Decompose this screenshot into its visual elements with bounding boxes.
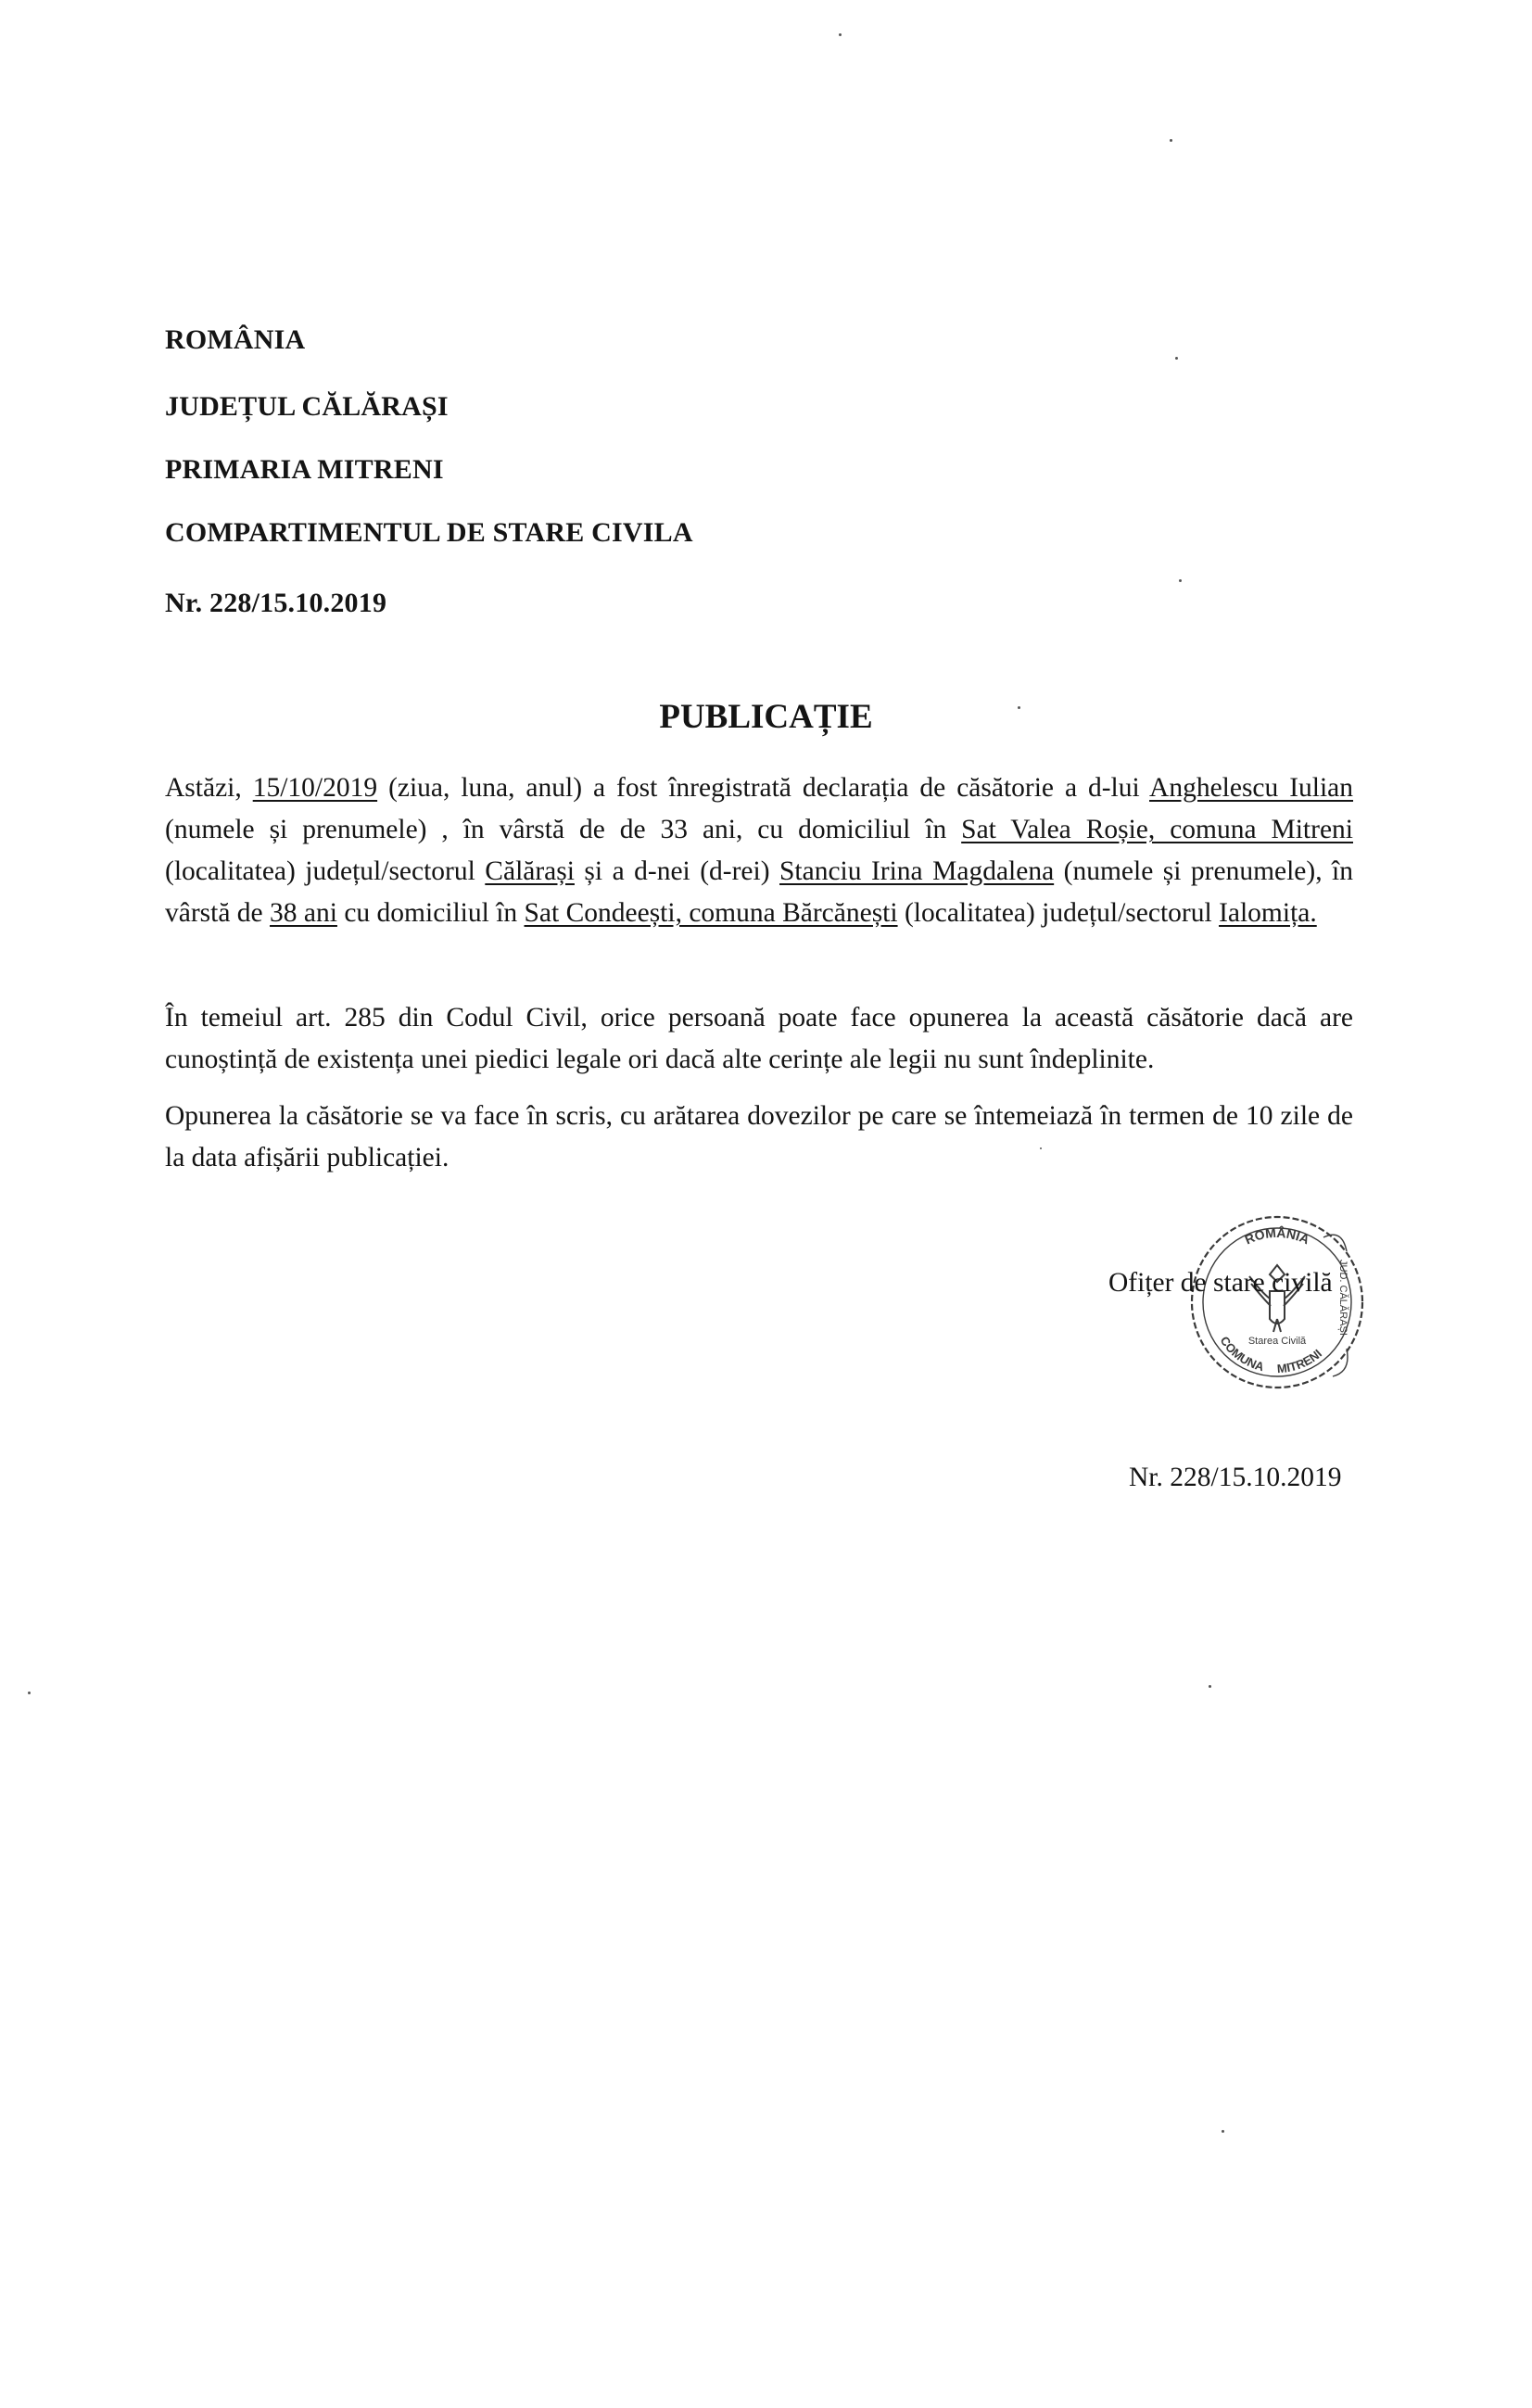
- stamp-top-text: ROMÂNIA: [1242, 1224, 1312, 1248]
- bride-age: 38 ani: [270, 898, 337, 928]
- declaration-date-note: (ziua, luna, anul) a fost înregistrată declarația de căsătorie a d-lui: [388, 773, 1140, 803]
- declaration-date: 15/10/2019: [252, 773, 378, 803]
- declaration-intro: Astăzi,: [165, 773, 242, 803]
- scan-speck: [1222, 2130, 1224, 2133]
- town-hall-heading: PRIMARIA MITRENI: [165, 454, 444, 485]
- bride-locality-note: (localitatea) județul/sectorul: [904, 898, 1212, 928]
- stamp-center-text: Starea Civilă: [1247, 1336, 1307, 1347]
- groom-locality: Sat Valea Roșie, comuna Mitreni: [961, 815, 1353, 844]
- groom-county: Călărași: [485, 856, 575, 886]
- bride-name-note: (numele și prenumele), în vârstă de: [165, 856, 1354, 928]
- bride-name: Stanciu Irina Magdalena: [779, 856, 1055, 886]
- scan-speck: [1040, 1147, 1042, 1149]
- scan-speck: [839, 33, 842, 36]
- official-stamp: [1184, 1210, 1370, 1395]
- department-heading: COMPARTIMENTUL DE STARE CIVILA: [165, 517, 693, 548]
- scan-speck: [1209, 1685, 1211, 1688]
- and-mrs-text: și a d-nei (d-rei): [584, 856, 770, 886]
- declaration-paragraph: [165, 767, 1353, 934]
- stamp-bottom-text: MITRENI: [1276, 1346, 1325, 1376]
- groom-name: Anghelescu Iulian: [1149, 773, 1354, 803]
- opposition-notice-paragraph: Opunerea la căsătorie se va face în scris, cu arătarea dovezilor pe care se întemeiază în termen de 10 zile de la data afișării publicației.: [165, 1101, 1353, 1172]
- bride-county: Ialomița.: [1219, 898, 1317, 928]
- scan-speck: [1175, 357, 1178, 360]
- groom-name-note: (numele și prenumele) , în vârstă de de 33 ani, cu domiciliul în: [165, 815, 947, 844]
- bride-domicile-text: cu domiciliul în: [344, 898, 518, 928]
- document-title: PUBLICAȚIE: [659, 698, 873, 736]
- scan-speck: [1018, 706, 1020, 709]
- stamp-right-text: JUD. CĂLĂRAȘI: [1337, 1260, 1348, 1336]
- bride-locality: Sat Condeești, comuna Bărcănești: [524, 898, 898, 928]
- officer-title: Ofițer de stare civilă: [1108, 1268, 1333, 1298]
- footer-registration-number: Nr. 228/15.10.2019: [1129, 1463, 1342, 1492]
- legal-notice-paragraph: În temeiul art. 285 din Codul Civil, orice persoană poate face opunerea la această căsătorie dacă are cunoștință de existența unei piedici legale ori dacă alte cerințe ale legii nu sunt îndeplinite.: [165, 1003, 1353, 1074]
- scan-speck: [1179, 579, 1182, 582]
- stamp-left-text: COMUNA: [1217, 1334, 1266, 1375]
- svg-text:MITRENI: [1276, 1347, 1324, 1375]
- svg-text:ROMÂNIA: [1243, 1224, 1312, 1248]
- scan-speck: [1170, 139, 1172, 142]
- scan-speck: [28, 1692, 31, 1694]
- country-heading: ROMÂNIA: [165, 324, 306, 355]
- registration-number: Nr. 228/15.10.2019: [165, 588, 387, 618]
- groom-locality-note: (localitatea) județul/sectorul: [165, 856, 475, 886]
- county-heading: JUDEȚUL CĂLĂRAȘI: [165, 391, 449, 422]
